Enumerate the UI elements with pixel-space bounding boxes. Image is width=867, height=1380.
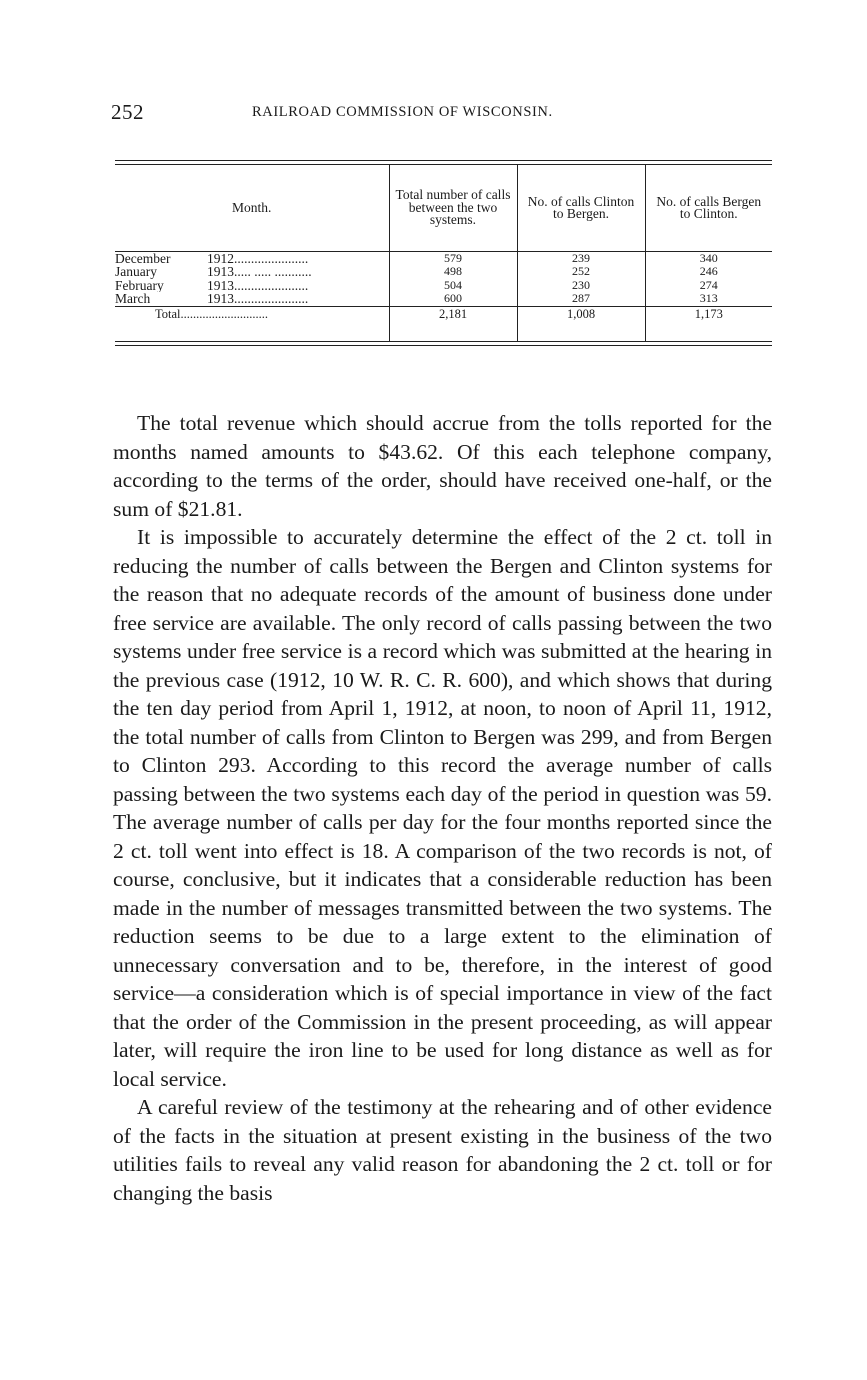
- row-leader: ......................: [234, 252, 309, 266]
- row-leader: ......................: [234, 278, 309, 293]
- row-month: March: [115, 292, 151, 306]
- cell-clinton-to-bergen: 287: [572, 291, 590, 306]
- running-head: RAILROAD COMMISSION OF WISCONSIN.: [252, 104, 553, 120]
- header-clinton-to-bergen: No. of calls Clinton to Bergen.: [517, 165, 645, 252]
- calls-table-grid: [115, 165, 772, 341]
- header-bergen-to-clinton: No. of calls Bergen to Clinton.: [645, 165, 772, 252]
- row-month: February: [115, 278, 164, 293]
- paragraph-review: A careful review of the testimony at the rehearing and of other evidence of the facts in the situation at present existing in the business of the two utilities fails to reveal any valid reason for abandoning the 2 ct. toll or for changing the basis: [113, 1095, 772, 1205]
- total-label-cell: [115, 306, 389, 341]
- row-year: 1913: [207, 292, 234, 306]
- table-row: [115, 265, 389, 278]
- total-leader: ............................: [180, 306, 269, 321]
- row-month: December: [115, 252, 171, 266]
- table-total-row: [115, 306, 772, 341]
- clinton-to-bergen-column: [517, 252, 645, 307]
- table-bottom-rule: [115, 341, 772, 346]
- table-row: [115, 279, 389, 292]
- cell-bergen-to-clinton: 313: [699, 291, 718, 306]
- row-leader: ......................: [234, 292, 309, 306]
- month-column: [115, 252, 389, 307]
- bergen-to-clinton-column: [645, 252, 772, 307]
- cell-clinton-to-bergen: 239: [572, 251, 590, 265]
- header-total-calls: Total number of calls between the two systems.: [389, 165, 517, 252]
- cell-total: 600: [444, 291, 462, 306]
- clinton-to-bergen-sum: 1,008: [517, 306, 645, 341]
- cell-clinton-to-bergen: 230: [572, 277, 590, 292]
- row-leader: ..... ..... ...........: [234, 265, 312, 279]
- bergen-to-clinton-sum: 1,173: [645, 306, 772, 341]
- body-text: [113, 409, 772, 1207]
- row-year: 1913: [207, 265, 234, 279]
- paragraph-toll-effect: It is impossible to accurately determine the effect of the 2 ct. toll in reducing the number of calls between the Bergen and Clinton systems for the reason that no adequate records of the amount of business done under free service are available. The only record of calls passing between the two systems under free service is a record which was submitted at the hearing in the previous case (1912, 10 W. R. C. R. 600), and which shows that during the ten day period from April 1, 1912, at noon, to noon of April 11, 1912, the total number of calls from Clinton to Bergen was 299, and from Bergen to Clinton 293. According to this record the average number of calls passing between the two systems each day of the period in question was 59. The average number of calls per day for the four months reported since the 2 ct. toll went into effect is 18. A comparison of the two records is not, of course, conclusive, but it indicates that a considerable reduction has been made in the number of messages transmitted between the two systems. The reduction seems to be due to a large extent to the elimination of unnecessary conversation and to be, therefore, in the interest of good service—a consideration which is of special importance in view of the fact that the order of the Commission in the present proceeding, as will appear later, will require the iron line to be used for long distance as well as for local service.: [113, 525, 772, 1091]
- total-calls-column: [389, 252, 517, 307]
- table-row: [115, 292, 389, 305]
- total-label: Total: [155, 306, 181, 321]
- page-number: 252: [111, 100, 144, 124]
- header-month: Month.: [115, 165, 389, 252]
- cell-total: 498: [444, 264, 462, 279]
- cell-total: 579: [444, 251, 462, 265]
- calls-table: [115, 160, 772, 346]
- cell-bergen-to-clinton: 274: [699, 277, 718, 292]
- row-month: January: [115, 265, 157, 279]
- cell-bergen-to-clinton: 246: [699, 264, 718, 279]
- paragraph-revenue: The total revenue which should accrue from the tolls reported for the months named amounts to $43.62. Of this each telephone company, according to the terms of the order, should have received one-half, or the sum of $21.81.: [113, 411, 772, 521]
- table-data-rows: [115, 252, 772, 307]
- table-row: [115, 252, 389, 265]
- cell-bergen-to-clinton: 340: [699, 251, 718, 265]
- total-calls-sum: 2,181: [389, 306, 517, 341]
- cell-total: 504: [444, 277, 462, 292]
- row-year: 1912: [207, 252, 234, 266]
- cell-clinton-to-bergen: 252: [572, 264, 590, 279]
- row-year: 1913: [207, 278, 234, 293]
